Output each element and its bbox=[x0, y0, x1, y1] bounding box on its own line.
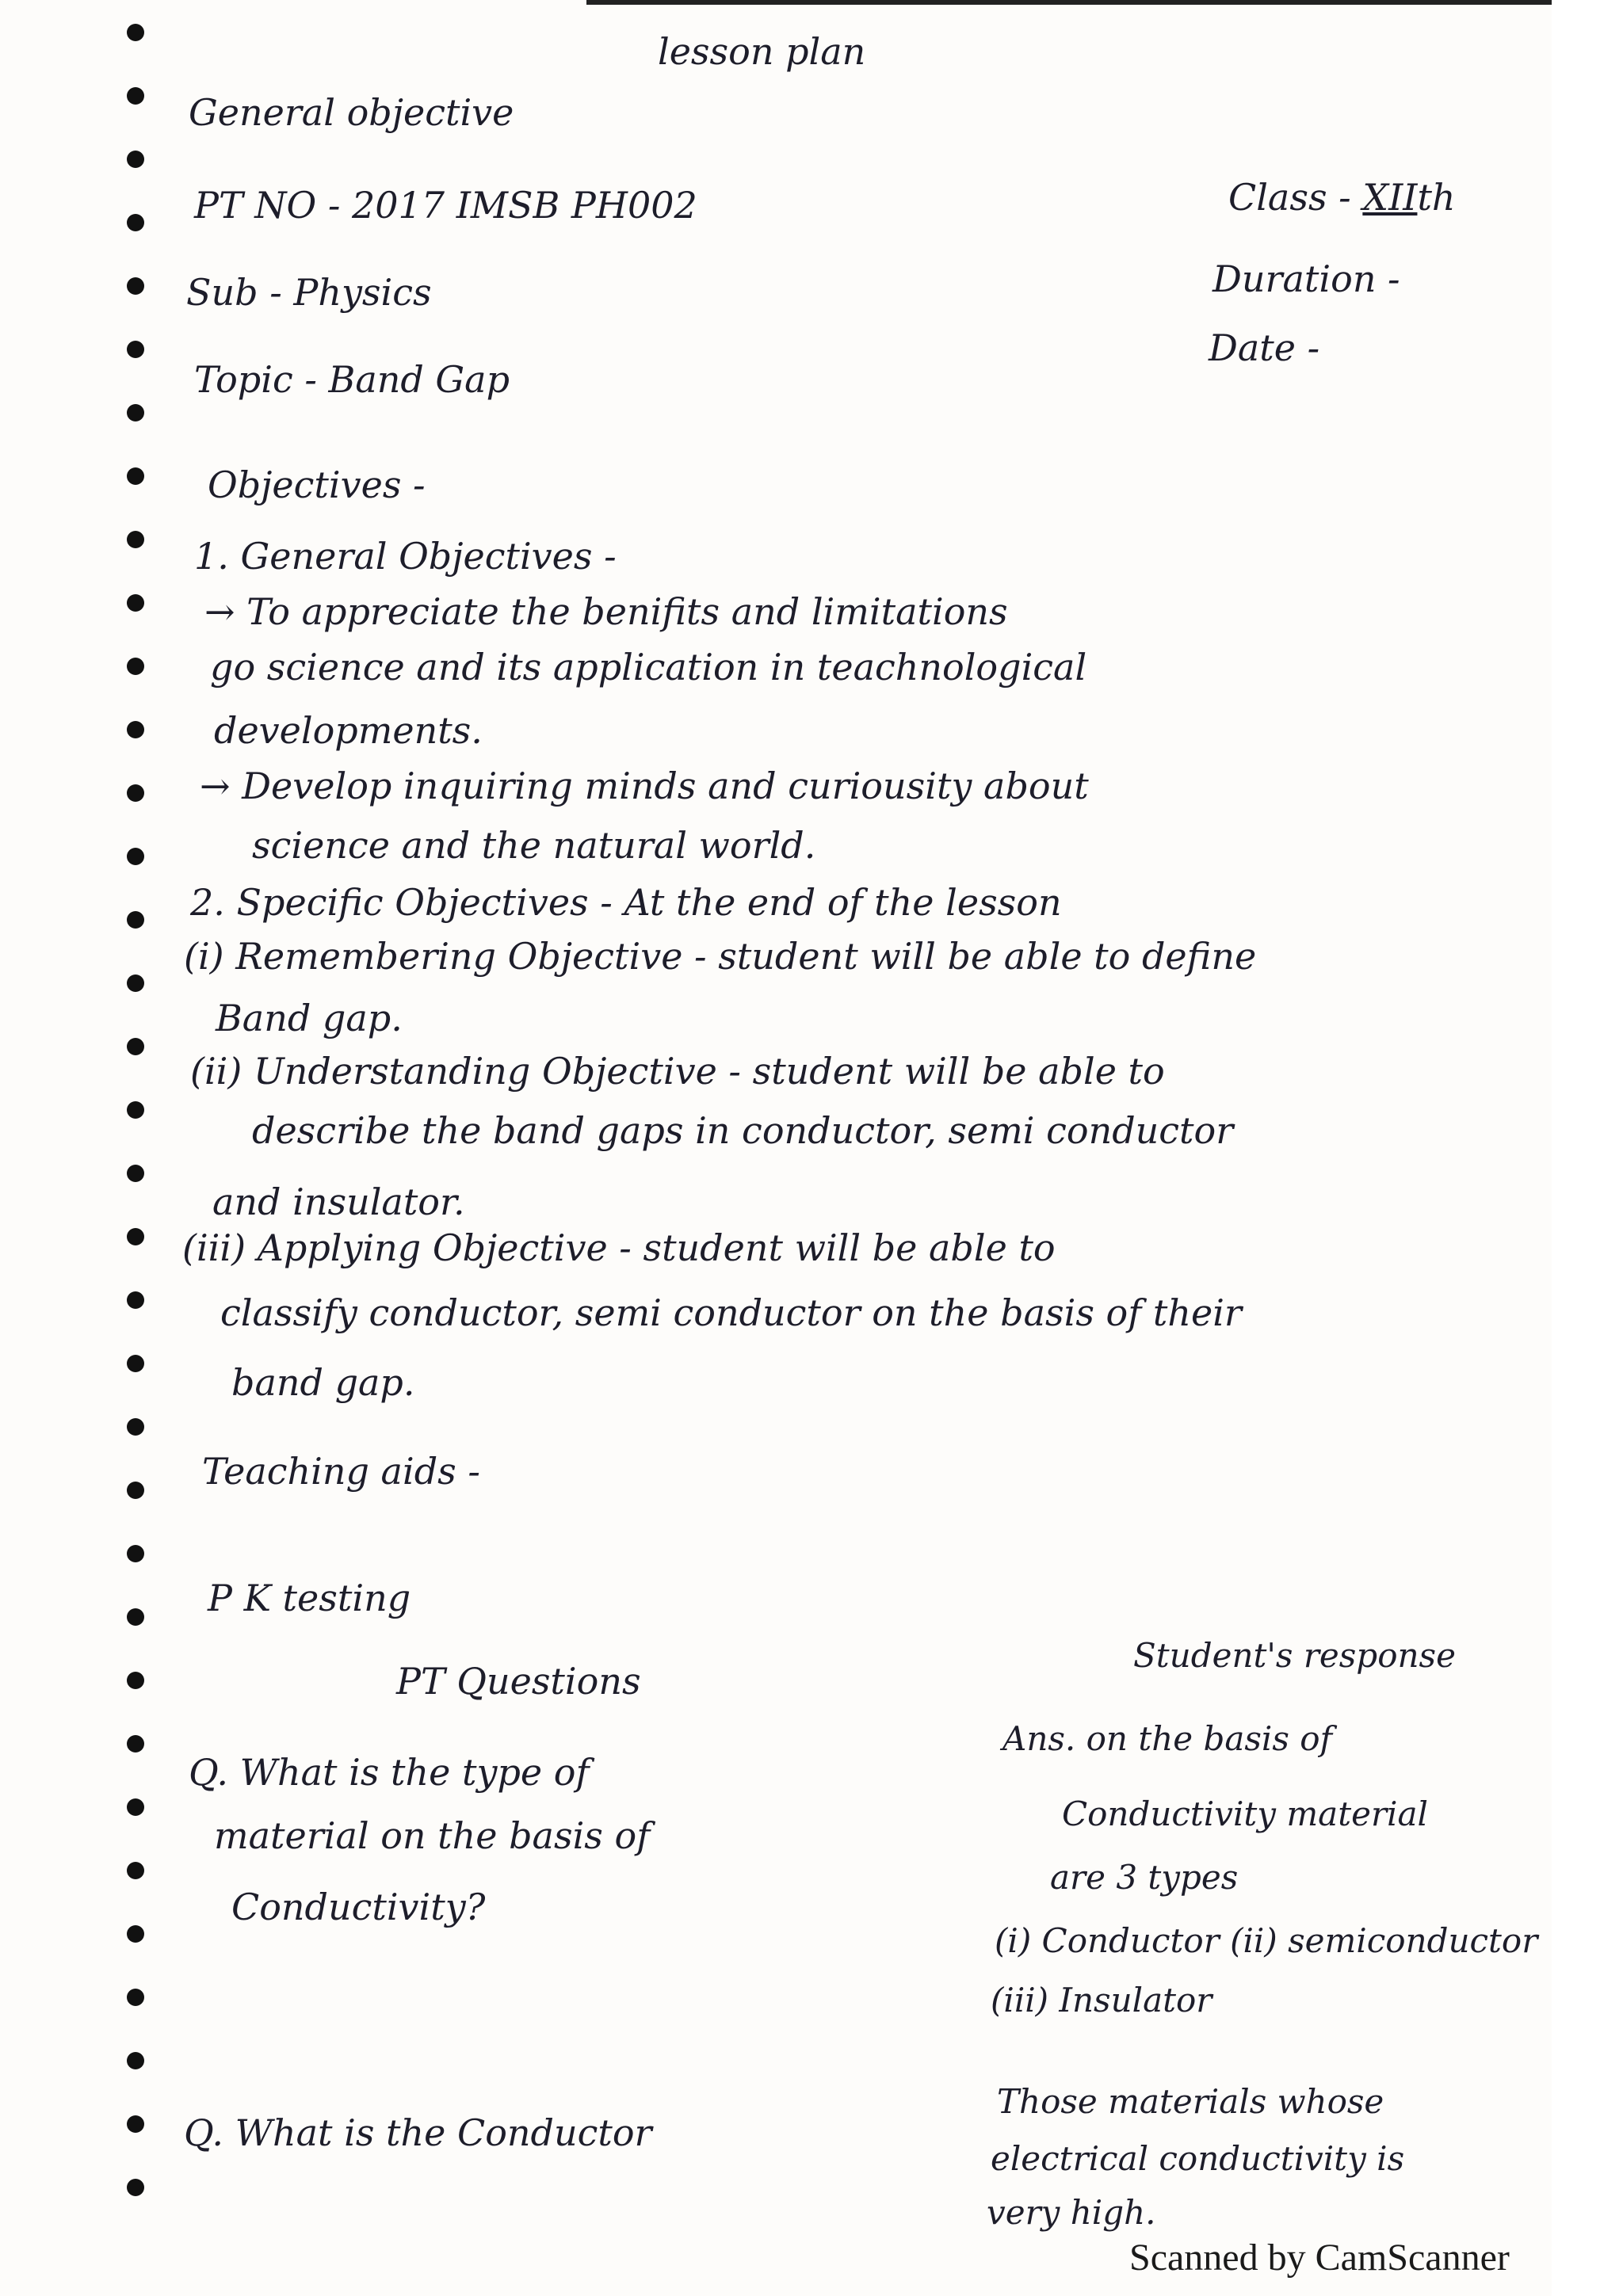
question-2-line-1: Q. What is the Conductor bbox=[184, 2111, 652, 2154]
date-label: Date - bbox=[1209, 326, 1320, 369]
binder-hole bbox=[127, 1925, 144, 1943]
question-1-line-3: Conductivity? bbox=[231, 1886, 486, 1928]
class-value: XII bbox=[1362, 176, 1418, 219]
binder-hole bbox=[127, 1101, 144, 1119]
general-objective-1-line-1: → To appreciate the benifits and limitations bbox=[204, 590, 1008, 633]
topic-line: Topic - Band Gap bbox=[194, 358, 510, 401]
binder-hole bbox=[127, 1735, 144, 1753]
class-prefix: Class - bbox=[1228, 176, 1363, 219]
objectives-heading: Objectives - bbox=[208, 463, 426, 506]
binder-hole bbox=[127, 1291, 144, 1309]
answer-1-line-1: Ans. on the basis of bbox=[1002, 1719, 1333, 1758]
binder-hole bbox=[127, 1038, 144, 1055]
answer-1-line-2: Conductivity material bbox=[1062, 1794, 1428, 1833]
binder-hole bbox=[127, 151, 144, 168]
binder-holes bbox=[127, 0, 158, 2296]
binder-hole bbox=[127, 2179, 144, 2196]
question-1-line-2: material on the basis of bbox=[214, 1814, 651, 1857]
binder-hole bbox=[127, 1545, 144, 1562]
binder-hole bbox=[127, 784, 144, 802]
remembering-objective-line-1: (i) Remembering Objective - student will be able to define bbox=[184, 935, 1257, 978]
binder-hole bbox=[127, 721, 144, 738]
binder-hole bbox=[127, 594, 144, 612]
answer-2-line-3: very high. bbox=[987, 2193, 1156, 2232]
understanding-objective-line-1: (ii) Understanding Objective - student will be able to bbox=[190, 1050, 1165, 1093]
binder-hole bbox=[127, 2052, 144, 2069]
binder-hole bbox=[127, 1798, 144, 1816]
answer-2-line-1: Those materials whose bbox=[997, 2082, 1384, 2121]
remembering-objective-line-2: Band gap. bbox=[216, 997, 403, 1039]
subject-line: Sub - Physics bbox=[186, 271, 432, 314]
binder-hole bbox=[127, 658, 144, 675]
general-objective-1-line-3: developments. bbox=[214, 709, 483, 752]
binder-hole bbox=[127, 214, 144, 231]
binder-hole bbox=[127, 404, 144, 421]
binder-hole bbox=[127, 1228, 144, 1245]
understanding-objective-line-3: and insulator. bbox=[212, 1180, 465, 1223]
question-1-line-1: Q. What is the type of bbox=[189, 1751, 590, 1794]
answer-1-line-4: (i) Conductor (ii) semiconductor bbox=[995, 1921, 1538, 1960]
general-objective-2-line-1: → Develop inquiring minds and curiousity about bbox=[200, 765, 1089, 807]
class-label bbox=[1228, 176, 1456, 219]
binder-hole bbox=[127, 341, 144, 358]
camscanner-footer: Scanned by CamScanner bbox=[1129, 2237, 1510, 2279]
binder-hole bbox=[127, 1355, 144, 1372]
general-objective-1-line-2: go science and its application in teachnological bbox=[210, 646, 1087, 688]
applying-objective-line-1: (iii) Applying Objective - student will be able to bbox=[182, 1226, 1056, 1269]
pt-number: PT NO - 2017 IMSB PH002 bbox=[194, 184, 697, 227]
top-edge-line bbox=[586, 0, 1553, 5]
general-objective-2-line-2: science and the natural world. bbox=[252, 824, 816, 867]
binder-hole bbox=[127, 1862, 144, 1879]
answer-1-line-3: are 3 types bbox=[1050, 1858, 1239, 1897]
binder-hole bbox=[127, 2115, 144, 2133]
teaching-aids-heading: Teaching aids - bbox=[202, 1450, 480, 1493]
answer-1-line-5: (iii) Insulator bbox=[991, 1981, 1212, 2019]
answer-2-line-2: electrical conductivity is bbox=[991, 2139, 1405, 2178]
page-edge bbox=[1552, 0, 1623, 2296]
binder-hole bbox=[127, 974, 144, 992]
applying-objective-line-2: classify conductor, semi conductor on the basis of their bbox=[220, 1291, 1242, 1334]
binder-hole bbox=[127, 24, 144, 41]
binder-hole bbox=[127, 1482, 144, 1499]
binder-hole bbox=[127, 531, 144, 548]
general-objectives-heading: 1. General Objectives - bbox=[194, 535, 617, 578]
binder-hole bbox=[127, 911, 144, 929]
applying-objective-line-3: band gap. bbox=[231, 1361, 415, 1404]
binder-hole bbox=[127, 1165, 144, 1182]
duration-label: Duration - bbox=[1212, 257, 1400, 300]
binder-hole bbox=[127, 277, 144, 295]
page-title: lesson plan bbox=[658, 30, 866, 73]
binder-hole bbox=[127, 1989, 144, 2006]
general-objective-heading: General objective bbox=[189, 91, 514, 134]
binder-hole bbox=[127, 467, 144, 485]
binder-hole bbox=[127, 848, 144, 865]
binder-hole bbox=[127, 1608, 144, 1626]
binder-hole bbox=[127, 87, 144, 105]
understanding-objective-line-2: describe the band gaps in conductor, semi conductor bbox=[252, 1109, 1234, 1152]
student-response-column-header: Student's response bbox=[1133, 1636, 1456, 1675]
specific-objectives-heading: 2. Specific Objectives - At the end of the lesson bbox=[190, 881, 1062, 924]
pt-questions-column-header: PT Questions bbox=[396, 1660, 641, 1703]
pk-testing-heading: P K testing bbox=[208, 1577, 411, 1619]
class-suffix: th bbox=[1417, 176, 1456, 219]
binder-hole bbox=[127, 1418, 144, 1436]
binder-hole bbox=[127, 1672, 144, 1689]
